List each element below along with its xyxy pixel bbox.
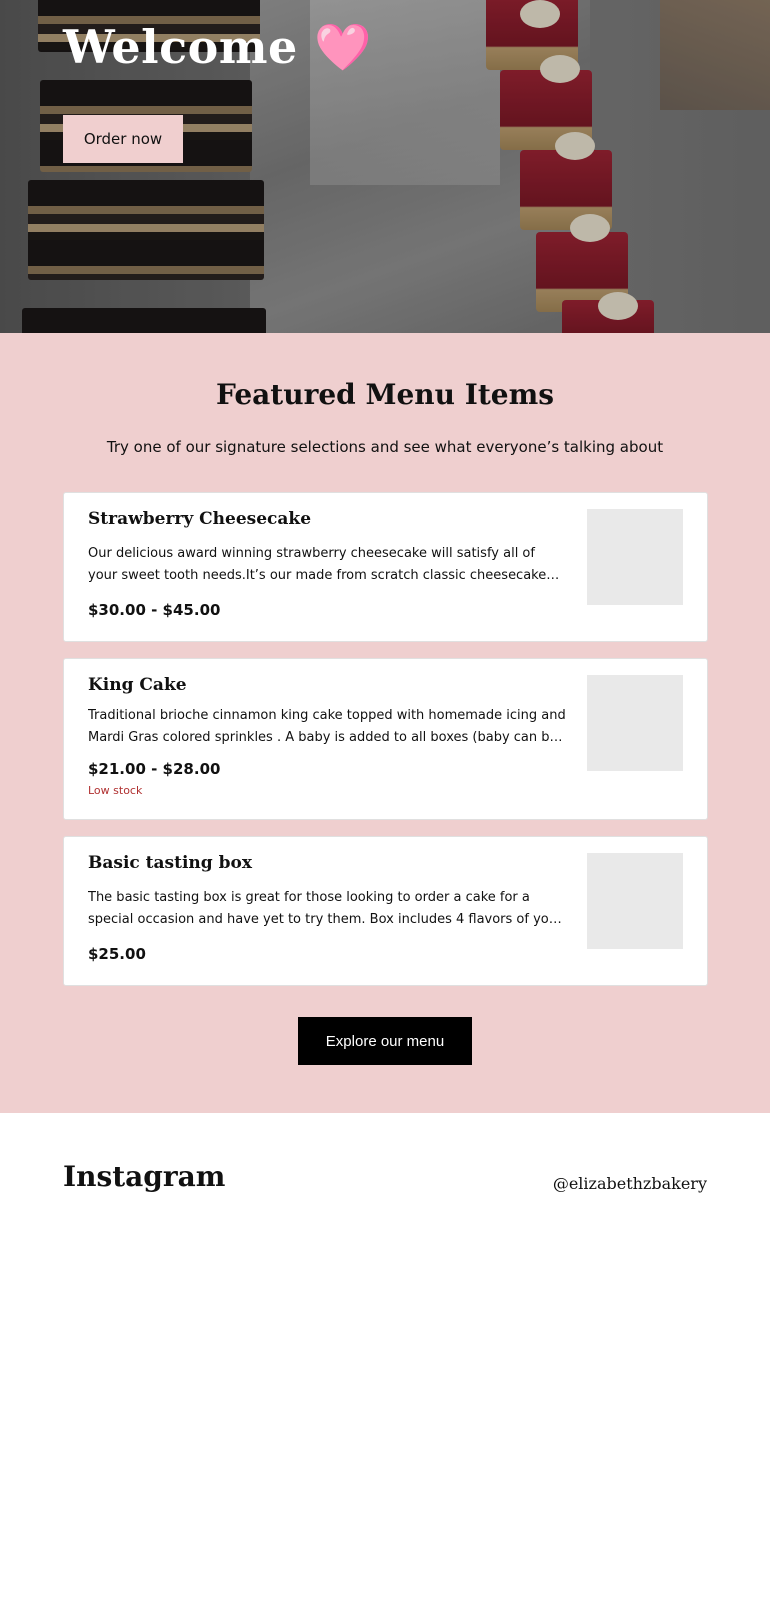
menu-item-name[interactable]: King Cake: [88, 675, 187, 695]
menu-item-image[interactable]: [587, 675, 683, 771]
stock-status-badge: Low stock: [88, 784, 143, 797]
menu-item-card-strawberry-cheesecake[interactable]: [63, 492, 708, 642]
menu-item-card-basic-tasting-box[interactable]: [63, 836, 708, 986]
order-now-button[interactable]: Order now: [63, 115, 183, 163]
menu-item-price: $25.00: [88, 945, 146, 963]
hero-title: Welcome 🩷: [63, 20, 373, 74]
featured-title: Featured Menu Items: [216, 378, 554, 411]
menu-item-name[interactable]: Strawberry Cheesecake: [88, 509, 312, 529]
menu-item-description: Our delicious award winning strawberry cheesecake will satisfy all of your sweet tooth needs.It’s our made from scratch classic cheesecake: [88, 546, 547, 583]
menu-item-description: Traditional brioche cinnamon king cake topped with homemade icing and Mardi Gras colored sprinkles . A baby is added to all boxes (baby can be: [88, 708, 566, 745]
featured-subtitle: Try one of our signature selections and see what everyone’s talking about: [106, 438, 664, 456]
instagram-title: Instagram: [63, 1160, 226, 1193]
menu-item-image[interactable]: [587, 853, 683, 949]
menu-item-card-king-cake[interactable]: [63, 658, 708, 820]
menu-item-image[interactable]: [587, 509, 683, 605]
hero-banner: [0, 0, 770, 333]
featured-menu-section: [0, 333, 770, 1113]
menu-item-price: $30.00 - $45.00: [88, 601, 221, 619]
menu-item-price: $21.00 - $28.00: [88, 760, 221, 778]
explore-menu-button[interactable]: Explore our menu: [298, 1017, 472, 1065]
menu-item-name[interactable]: Basic tasting box: [88, 853, 252, 873]
menu-item-description: The basic tasting box is great for those looking to order a cake for a special occasion and have yet to try them. Box includes 4 flavors of your: [88, 890, 563, 927]
instagram-handle-link[interactable]: @elizabethzbakery: [552, 1174, 707, 1193]
